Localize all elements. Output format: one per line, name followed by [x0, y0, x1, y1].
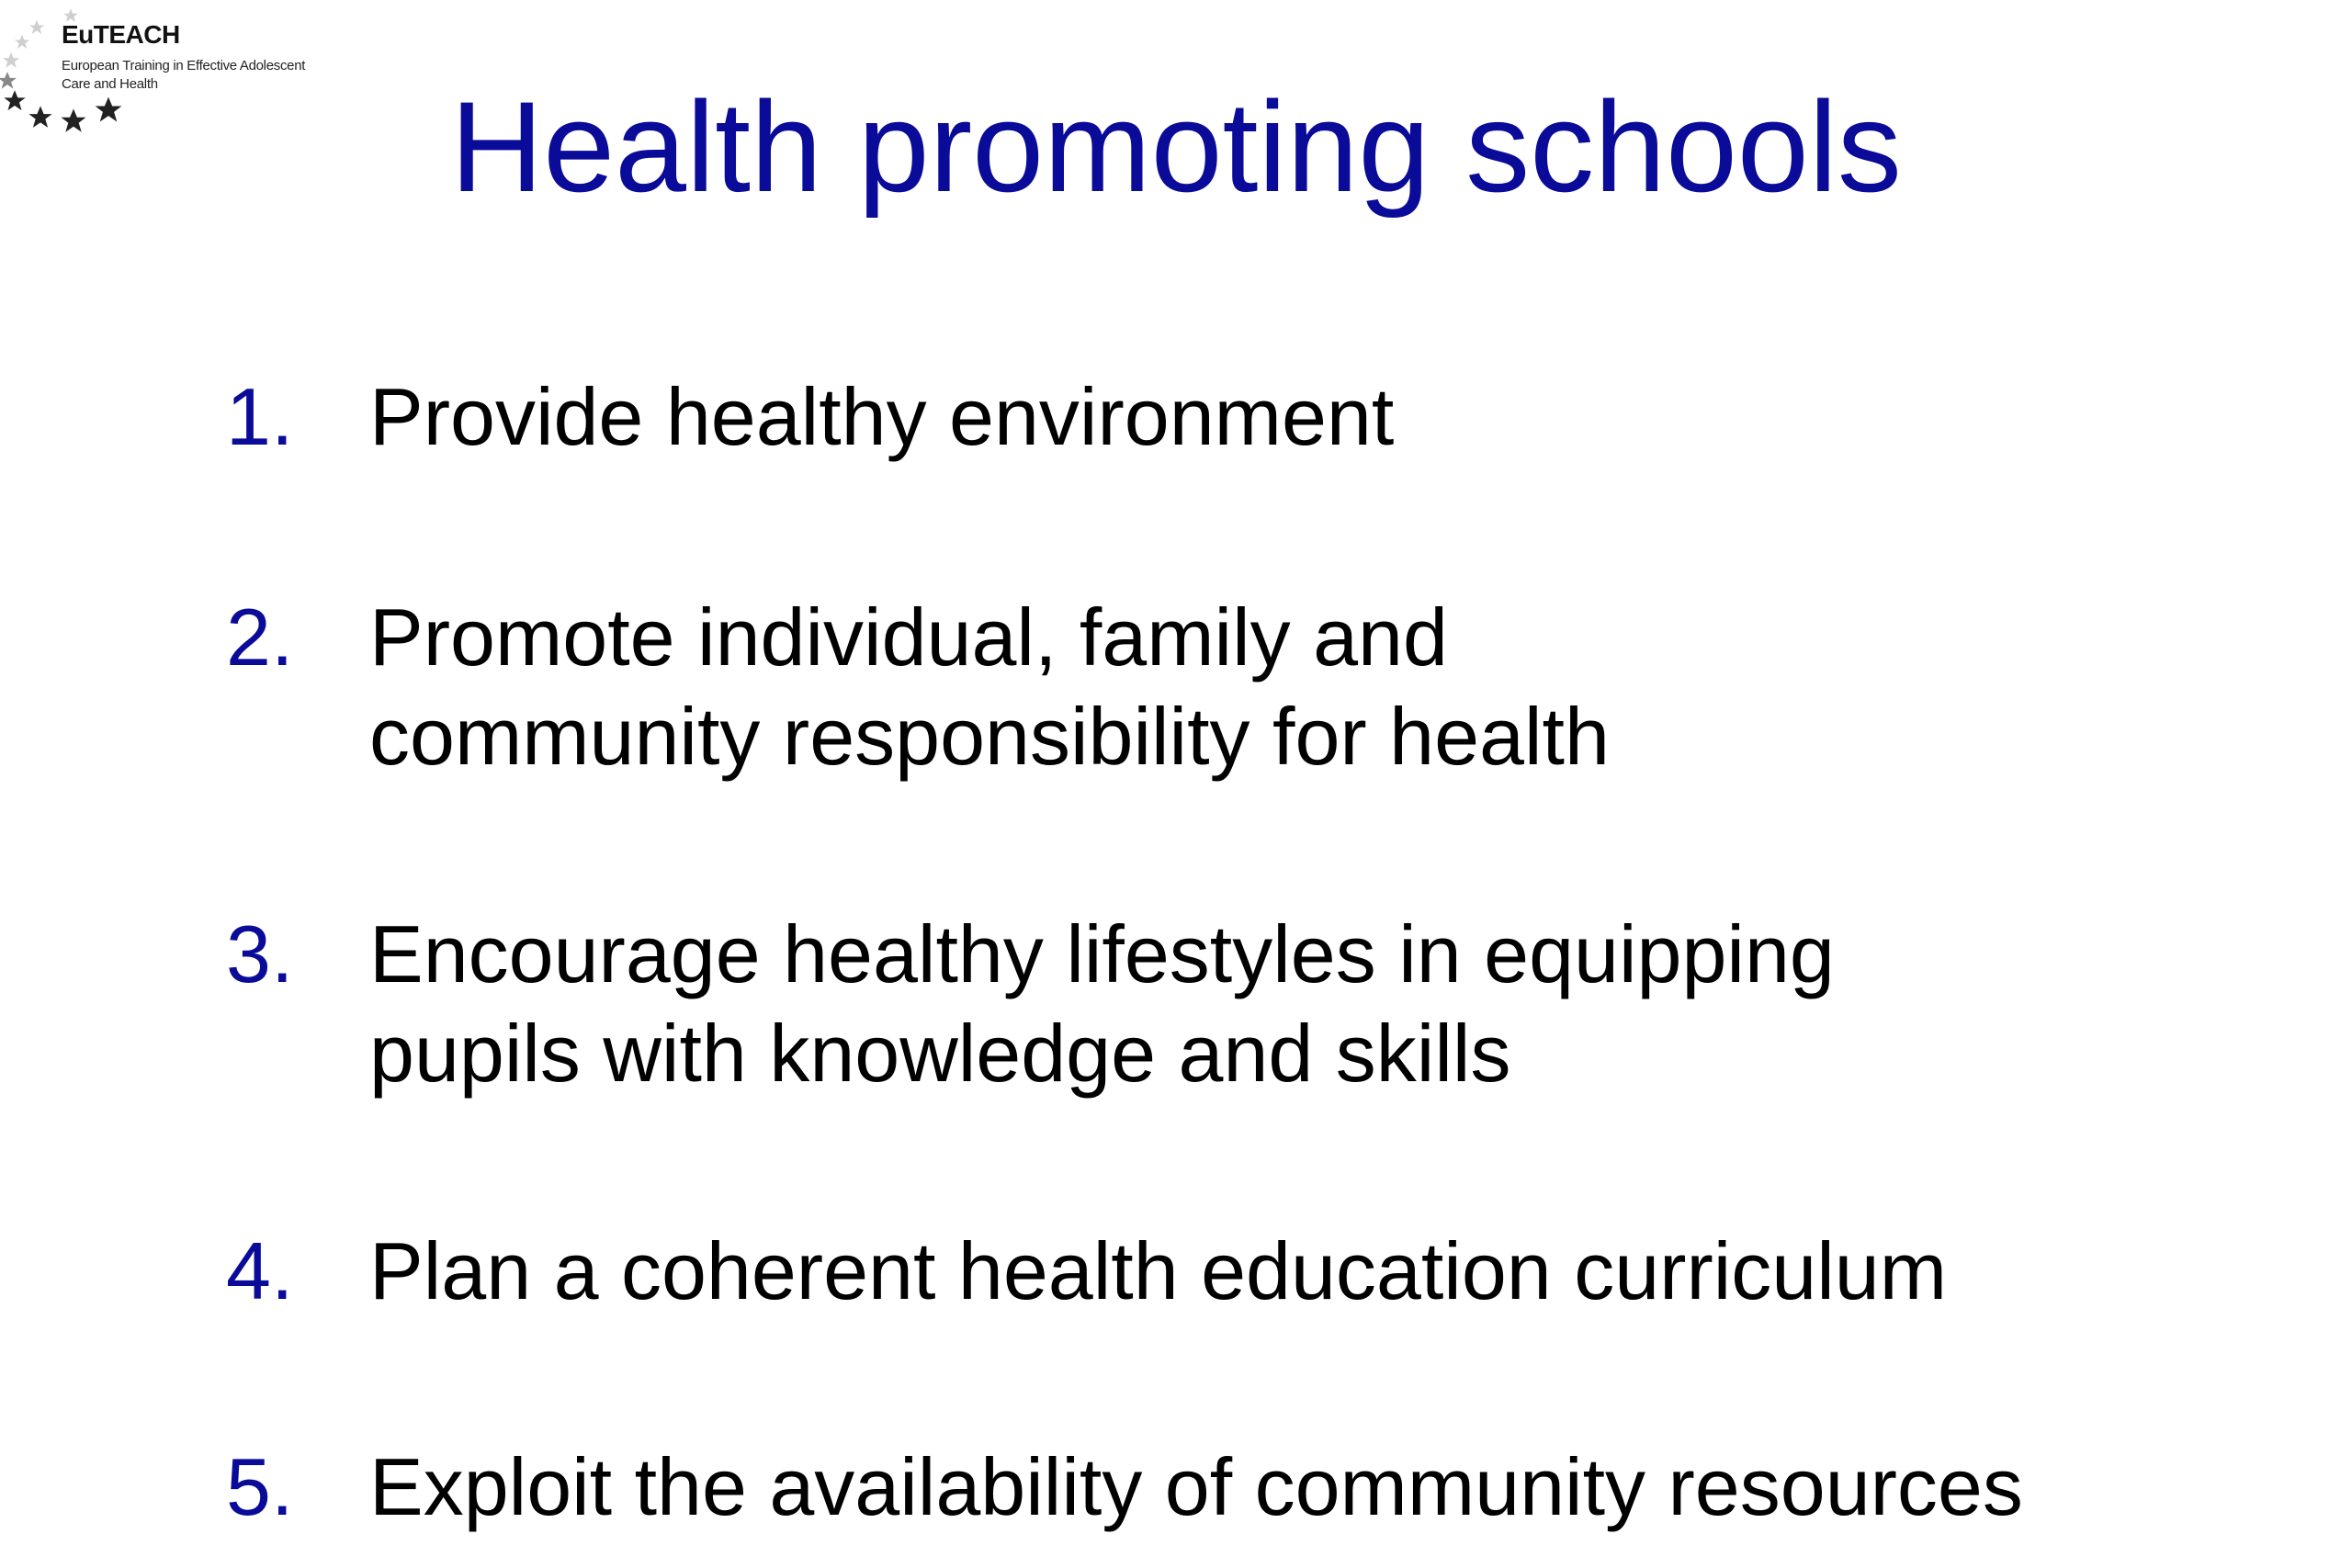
list-item-number: 5.: [226, 1441, 294, 1532]
list-item-number: 2.: [226, 592, 294, 682]
logo-subtitle: European Training in Effective Adolescent Care and Health: [62, 58, 306, 92]
list-item-text: Provide healthy environment: [369, 371, 1395, 462]
list-item-number: 1.: [226, 371, 294, 462]
list-item-text: Plan a coherent health education curriculum: [369, 1225, 1948, 1316]
list-item-text: Promote individual, family and community responsibility for health: [369, 592, 1610, 782]
slide-title: Health promoting schools: [450, 74, 1902, 219]
list-item-number: 3.: [226, 908, 294, 999]
list-item-number: 4.: [226, 1225, 294, 1316]
list-item-text: Encourage healthy lifestyles in equipping pupils with knowledge and skills: [369, 908, 1835, 1099]
list-item-text: Exploit the availability of community resources: [369, 1441, 2023, 1532]
logo-name: EuTEACH: [62, 20, 180, 49]
